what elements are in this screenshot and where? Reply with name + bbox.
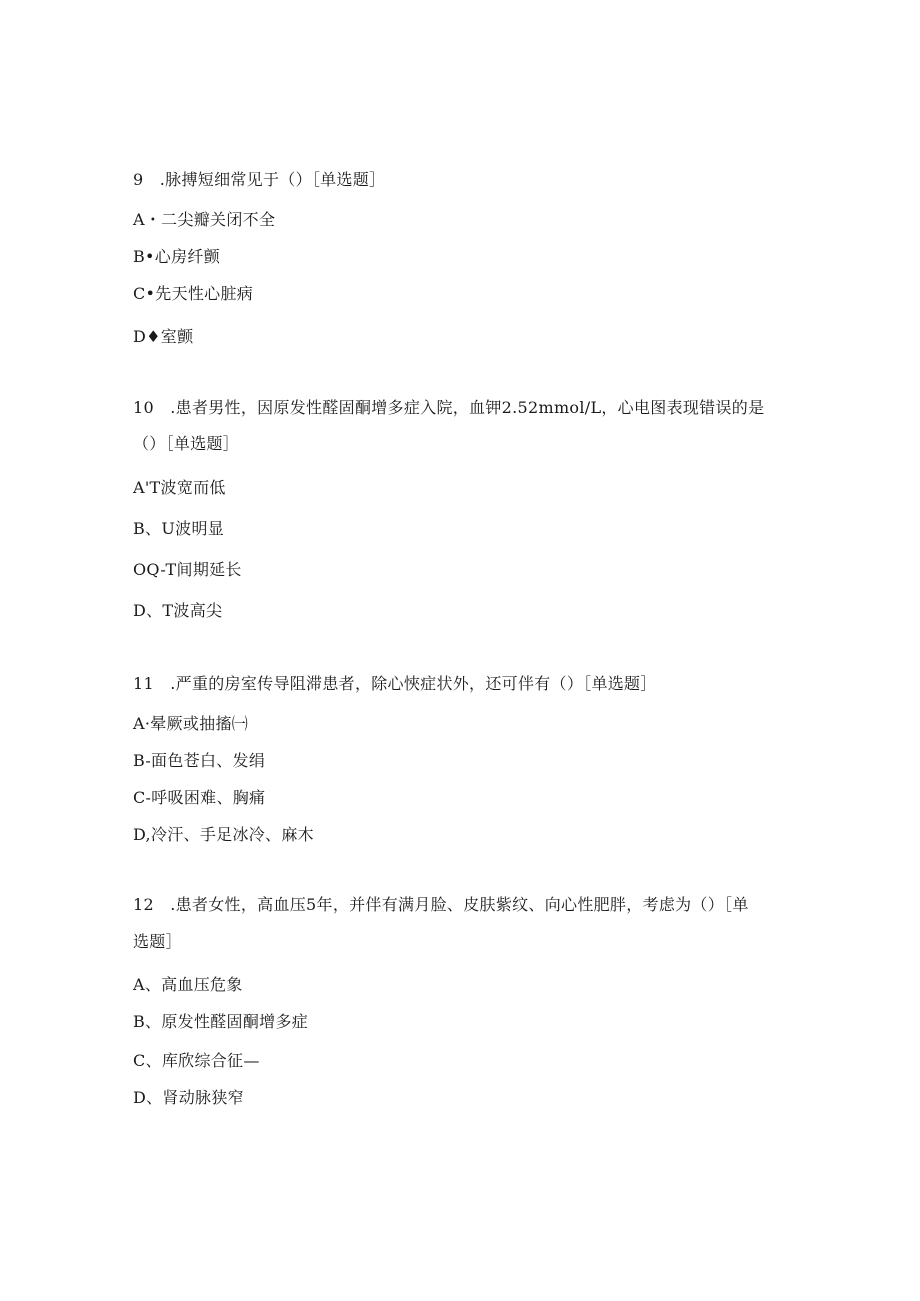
- question-12-stem-line-1: 12 .患者女性，高血压5年，并伴有满月脸、皮肤紫纹、向心性肥胖，考虑为（）［单: [133, 895, 749, 914]
- question-12-stem-line-2: 选题］: [133, 932, 182, 951]
- question-12-option-b: B、原发性醛固酮增多症: [133, 1012, 309, 1031]
- question-11-option-c: C-呼吸困难、胸痛: [133, 788, 266, 807]
- question-10-option-a: A'T波宽而低: [133, 478, 226, 497]
- question-9-stem: 9 .脉搏短细常见于（）［单选题］: [133, 170, 386, 189]
- question-9-option-a: A・二尖瓣关闭不全: [133, 210, 276, 229]
- question-10-option-c: OQ-T间期延长: [133, 560, 242, 579]
- question-9-option-d: D♦室颤: [133, 327, 194, 346]
- question-12-option-c: C、库欣综合征—: [133, 1051, 260, 1070]
- question-12-option-a: A、高血压危象: [133, 975, 243, 994]
- question-11-option-b: B-面色苍白、发绢: [133, 751, 266, 770]
- question-10-option-b: B、U波明显: [133, 519, 225, 538]
- question-11-stem: 11 .严重的房室传导阻滞患者，除心悏症状外，还可伴有（）［单选题］: [133, 674, 657, 693]
- question-10-option-d: D、T波高尖: [133, 601, 223, 620]
- question-11-option-a: A·晕厥或抽搐㈠: [133, 714, 249, 733]
- question-9-option-b: B•心房纤颤: [133, 247, 220, 266]
- question-9-option-c: C•先天性心脏病: [133, 284, 254, 303]
- question-10-stem-line-1: 10 .患者男性，因原发性醛固酮增多症入院，血钾2.52mmol/L，心电图表现错误的是: [133, 398, 765, 417]
- question-10-stem-line-2: （）［单选题］: [133, 434, 240, 453]
- question-12-option-d: D、肾动脉狭窄: [133, 1088, 244, 1107]
- question-11-option-d: D,冷汗、手足冰冷、麻木: [133, 825, 314, 844]
